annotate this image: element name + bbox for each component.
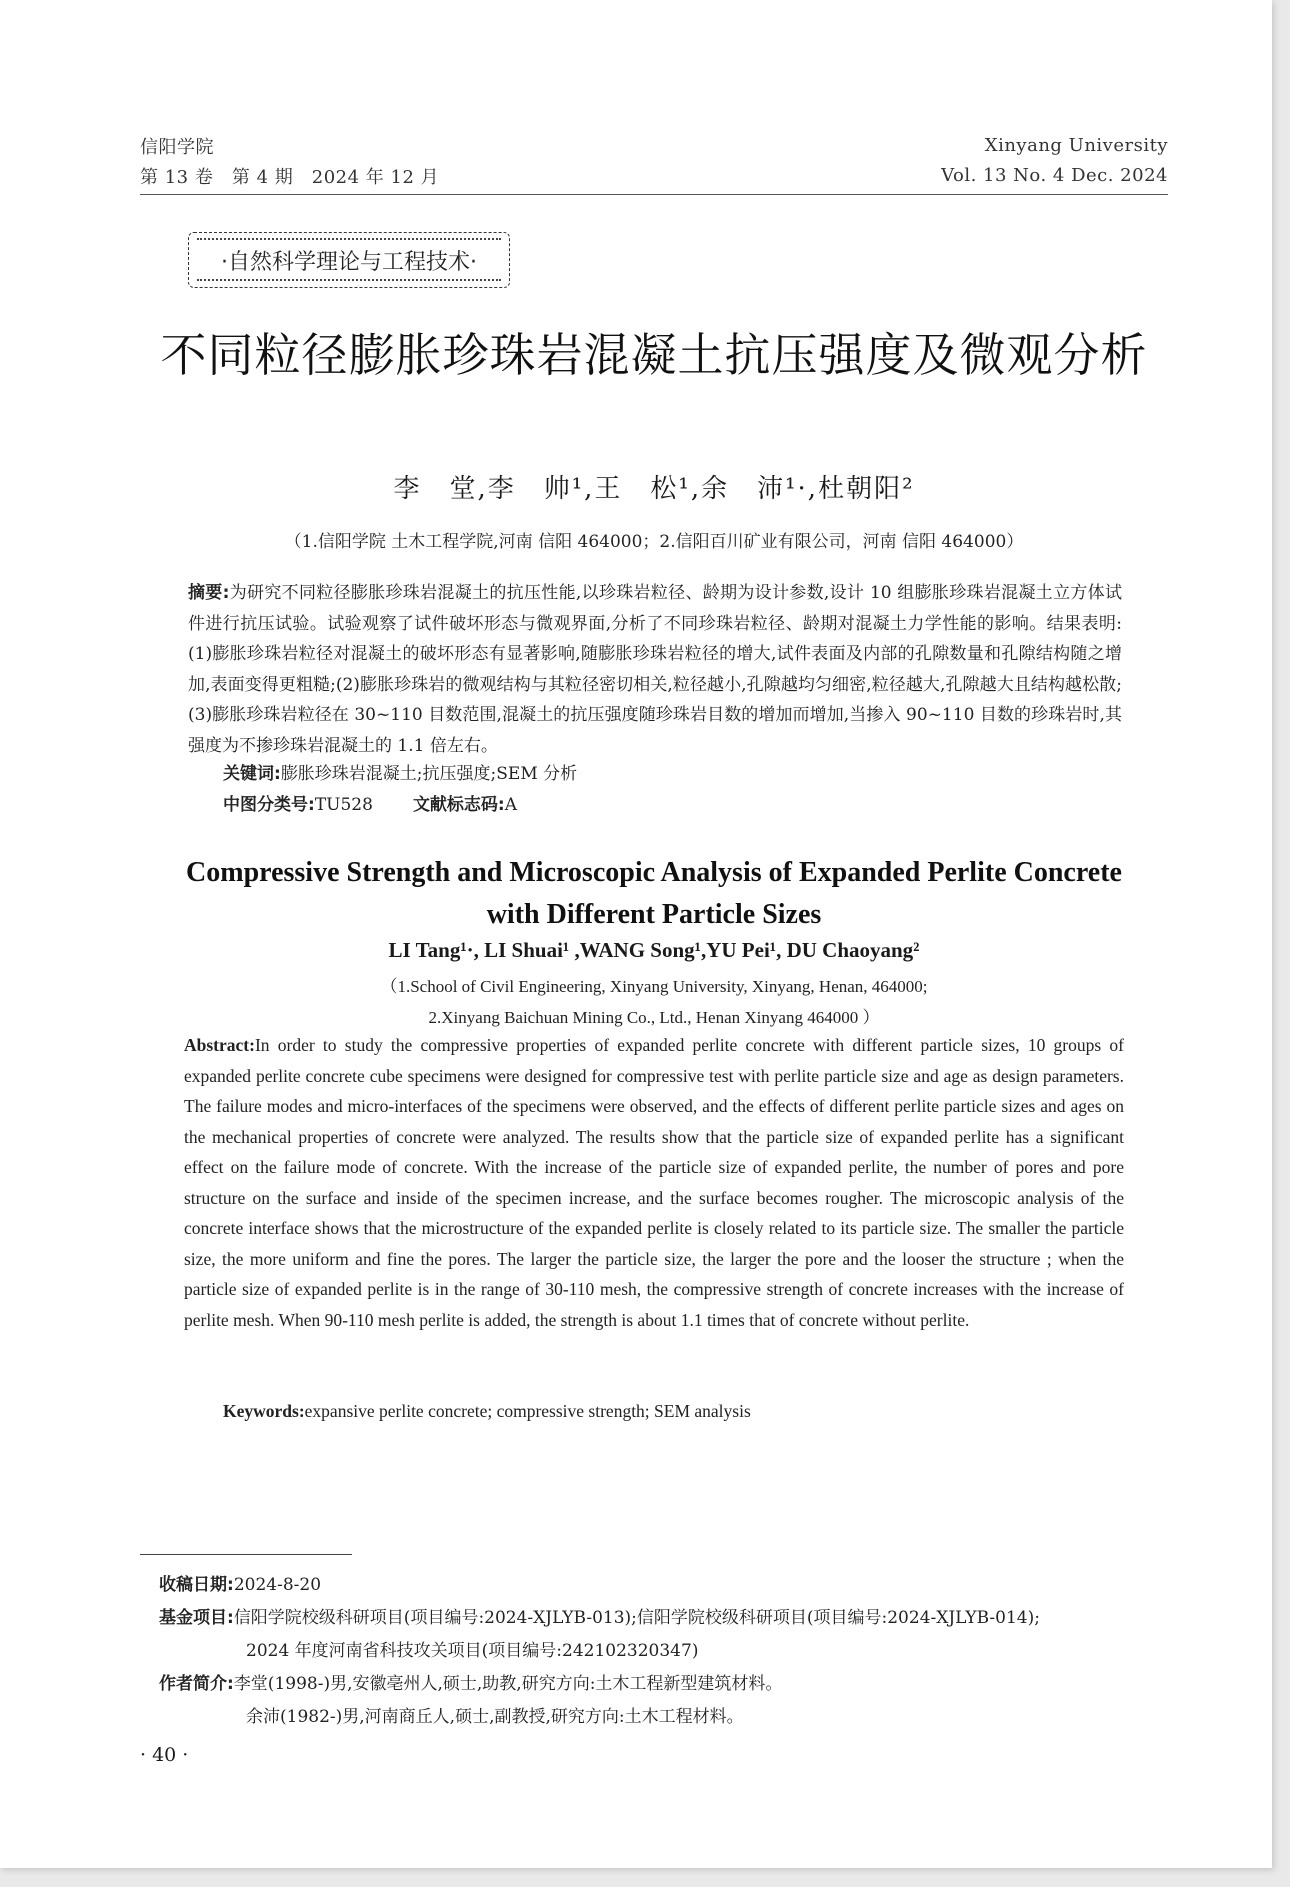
clc-value: TU528 bbox=[314, 795, 373, 815]
received-date bbox=[159, 1569, 321, 1602]
bio-label: 作者简介: bbox=[159, 1674, 234, 1694]
abstract-cn-text: 为研究不同粒径膨胀珍珠岩混凝土的抗压性能,以珍珠岩粒径、龄期为设计参数,设计 10 组膨胀珍珠岩混凝土立方体试件进行抗压试验。试验观察了试件破坏形态与微观界面,分析了不同珍珠岩粒径、龄期对混凝土力学性能的影响。结果表明:(1)膨胀珍珠岩粒径对混凝土的破坏形态有显著影响,随膨胀珍珠岩粒径的增大,试件表面及内部的孔隙数量和孔隙结构随之增加,表面变得更粗糙;(2)膨胀珍珠岩的微观结构与其粒径密切相关,粒径越小,孔隙越均匀细密,粒径越大,孔隙越大且结构越松散;(3)膨胀珍珠岩粒径在 30~110 目数范围,混凝土的抗压强度随珍珠岩目数的增加而增加,当掺入 90~110 目数的珍珠岩时,其强度为不掺珍珠岩混凝土的 1.1 倍左右。 bbox=[188, 583, 1122, 756]
footnote-rule bbox=[140, 1554, 352, 1555]
header-rule bbox=[140, 194, 1168, 195]
clc-label: 中图分类号: bbox=[223, 795, 315, 815]
abstract-en bbox=[184, 1030, 1124, 1335]
title-en: Compressive Strength and Microscopic Analysis of Expanded Perlite Concrete with Different Particle Sizes bbox=[186, 857, 1122, 930]
affiliation-en-1: （1.School of Civil Engineering, Xinyang University, Xinyang, Henan, 464000; bbox=[380, 977, 928, 996]
received-value: 2024-8-20 bbox=[233, 1575, 322, 1595]
abstract-cn-label: 摘要: bbox=[188, 583, 230, 603]
keywords-cn bbox=[223, 759, 1123, 790]
keywords-cn-text: 膨胀珍珠岩混凝土;抗压强度;SEM 分析 bbox=[280, 764, 578, 784]
keywords-en-label: Keywords: bbox=[223, 1401, 305, 1421]
issue-info-en: Vol. 13 No. 4 Dec. 2024 bbox=[941, 165, 1168, 186]
journal-name-cn: 信阳学院 bbox=[140, 137, 214, 158]
keywords-en bbox=[223, 1396, 1123, 1427]
keywords-cn-label: 关键词: bbox=[223, 764, 281, 784]
affiliation-en-2: 2.Xinyang Baichuan Mining Co., Ltd., Henan Xinyang 464000 ） bbox=[428, 1008, 880, 1027]
received-label: 收稿日期: bbox=[159, 1575, 234, 1595]
affiliations-cn: （1.信阳学院 土木工程学院,河南 信阳 464000；2.信阳百川矿业有限公司，河南 信阳 464000） bbox=[284, 532, 1024, 552]
title-cn: 不同粒径膨胀珍珠岩混凝土抗压强度及微观分析 bbox=[160, 328, 1148, 382]
keywords-en-text: expansive perlite concrete; compressive strength; SEM analysis bbox=[304, 1401, 751, 1421]
fund-text-1: 信阳学院校级科研项目(项目编号:2024-XJLYB-013);信阳学院校级科研项目(项目编号:2024-XJLYB-014); bbox=[233, 1608, 1040, 1628]
fund-label: 基金项目: bbox=[159, 1608, 234, 1628]
page-number: · 40 · bbox=[140, 1744, 189, 1766]
authors-en: LI Tang¹·, LI Shuai¹ ,WANG Song¹,YU Pei¹, DU Chaoyang² bbox=[388, 938, 920, 962]
authors-cn: 李 堂,李 帅¹,王 松¹,余 沛¹·,杜朝阳² bbox=[393, 474, 915, 504]
abstract-en-text: In order to study the compressive properties of expanded perlite concrete with different particle sizes, 10 groups of expanded perlite concrete cube specimens were designed for compressive test with perlite particle size and age as design parameters. The failure modes and micro-interfaces of the specimens were observed, and the effects of different perlite particle sizes and ages on the mechanical properties of concrete were analyzed. The results show that the particle size of expanded perlite has a significant effect on the failure mode of concrete. With the increase of the particle size of expanded perlite, the number of pores and pore structure on the surface and inside of the specimen increase, and the surface becomes rougher. The microscopic analysis of the concrete interface shows that the microstructure of the expanded perlite is closely related to its particle size. The smaller the particle size, the more uniform and fine the pores. The larger the particle size, the larger the pore and the looser the structure ; when the particle size of expanded perlite is in the range of 30-110 mesh, the compressive strength of concrete increases with the increase of perlite mesh. When 90-110 mesh perlite is added, the strength is about 1.1 times that of concrete without perlite. bbox=[184, 1035, 1124, 1330]
bio-text-1: 李堂(1998-)男,安徽亳州人,硕士,助教,研究方向:土木工程新型建筑材料。 bbox=[233, 1674, 783, 1694]
section-banner: ·自然科学理论与工程技术· bbox=[188, 232, 510, 288]
classification-line bbox=[223, 790, 1123, 821]
fund-line-2: 2024 年度河南省科技攻关项目(项目编号:242102320347) bbox=[246, 1641, 699, 1661]
fund-line-1 bbox=[159, 1602, 1169, 1635]
abstract-en-label: Abstract: bbox=[184, 1035, 255, 1055]
journal-name-en: Xinyang University bbox=[984, 135, 1168, 156]
bio-line-2: 余沛(1982-)男,河南商丘人,硕士,副教授,研究方向:土木工程材料。 bbox=[246, 1707, 744, 1727]
issue-info-cn: 第 13 卷 第 4 期 2024 年 12 月 bbox=[140, 167, 440, 188]
doc-code-label: 文献标志码: bbox=[412, 795, 505, 815]
bio-line-1 bbox=[159, 1668, 782, 1701]
abstract-cn bbox=[188, 578, 1122, 761]
doc-code-value: A bbox=[504, 795, 518, 815]
